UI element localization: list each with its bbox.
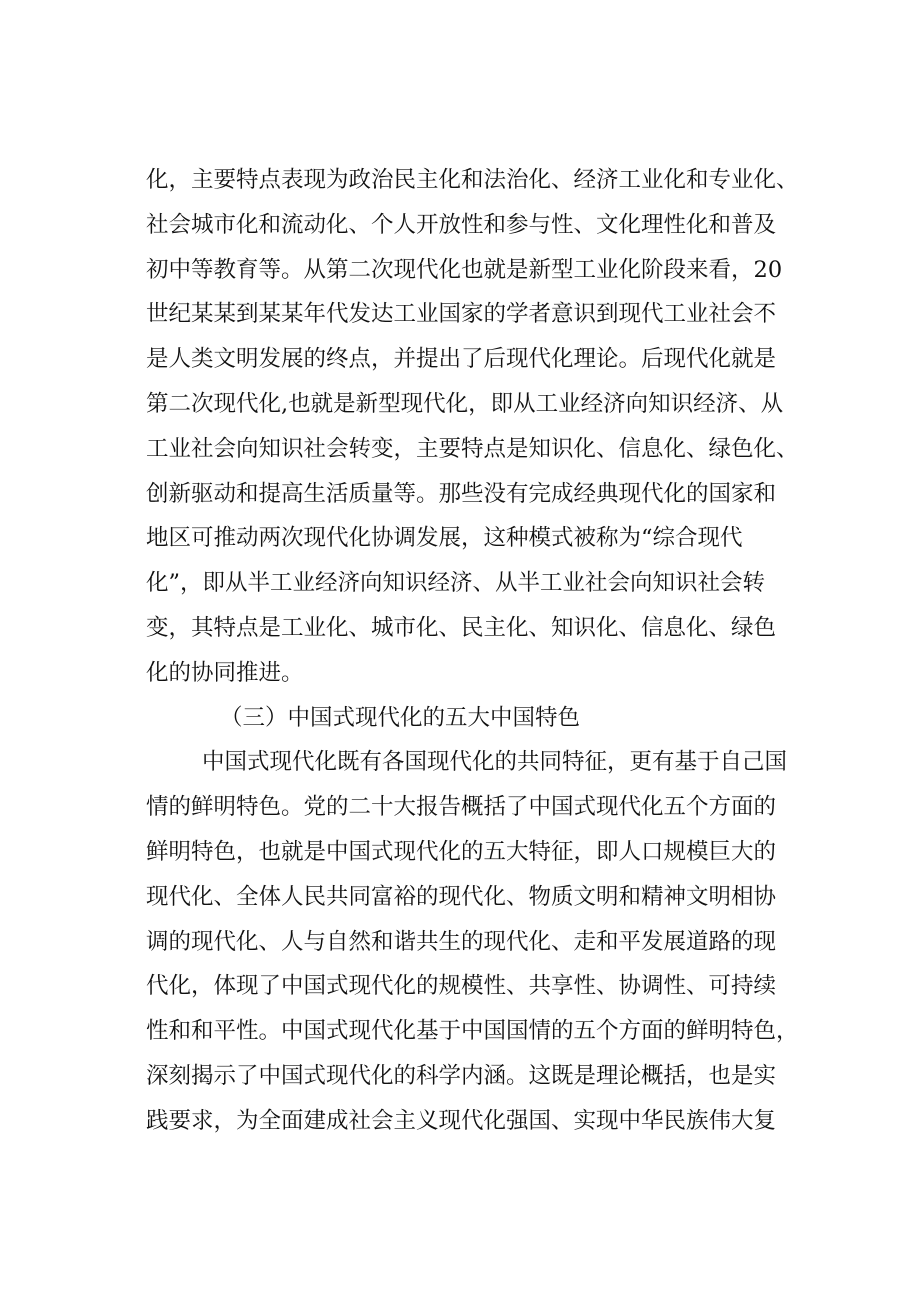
paragraph-line: 创新驱动和提高生活质量等。那些没有完成经典现代化的国家和 <box>146 480 777 507</box>
paragraph-line: 化，主要特点表现为政治民主化和法治化、经济工业化和专业化、 <box>146 167 799 193</box>
paragraph-line: 初中等教育等。从第二次现代化也就是新型工业化阶段来看，20 <box>146 256 783 283</box>
paragraph-line: 代化，体现了中国式现代化的规模性、共享性、协调性、可持续 <box>146 973 777 1000</box>
paragraph-1 <box>146 158 810 696</box>
paragraph-line: 践要求，为全面建成社会主义现代化强国、实现中华民族伟大复 <box>146 1107 777 1134</box>
paragraph-line: 工业社会向知识社会转变，主要特点是知识化、信息化、绿色化、 <box>146 435 799 462</box>
paragraph-line: 现代化、全体人民共同富裕的现代化、物质文明和精神文明相协 <box>146 883 777 910</box>
paragraph-line: 世纪某某到某某年代发达工业国家的学者意识到现代工业社会不 <box>146 301 777 328</box>
paragraph-line: 地区可推动两次现代化协调发展，这种模式被称为“综合现代 <box>146 525 743 552</box>
paragraph-line: 社会城市化和流动化、个人开放性和参与性、文化理性化和普及 <box>146 211 777 238</box>
paragraph-line: 第二次现代化,也就是新型现代化，即从工业经济向知识经济、从 <box>146 390 784 417</box>
document-body <box>146 158 810 1144</box>
paragraph-line: 是人类文明发展的终点，并提出了后现代化理论。后现代化就是 <box>146 346 777 373</box>
section-heading: （三）中国式现代化的五大中国特色 <box>220 704 581 731</box>
paragraph-line: 变，其特点是工业化、城市化、民主化、知识化、信息化、绿色 <box>146 614 777 641</box>
paragraph-2 <box>146 740 810 1143</box>
paragraph-line: 鲜明特色，也就是中国式现代化的五大特征，即人口规模巨大的 <box>146 838 777 865</box>
paragraph-line: 化”，即从半工业经济向知识经济、从半工业社会向知识社会转 <box>146 570 766 597</box>
paragraph-line: 化的协同推进。 <box>146 659 304 686</box>
paragraph-line: 调的现代化、人与自然和谐共生的现代化、走和平发展道路的现 <box>146 928 777 955</box>
paragraph-line: 情的鲜明特色。党的二十大报告概括了中国式现代化五个方面的 <box>146 794 777 821</box>
paragraph-line: 性和和平性。中国式现代化基于中国国情的五个方面的鲜明特色， <box>146 1018 799 1045</box>
paragraph-line: 深刻揭示了中国式现代化的科学内涵。这既是理论概括，也是实 <box>146 1062 777 1089</box>
paragraph-line: 中国式现代化既有各国现代化的共同特征，更有基于自己国 <box>202 749 788 776</box>
